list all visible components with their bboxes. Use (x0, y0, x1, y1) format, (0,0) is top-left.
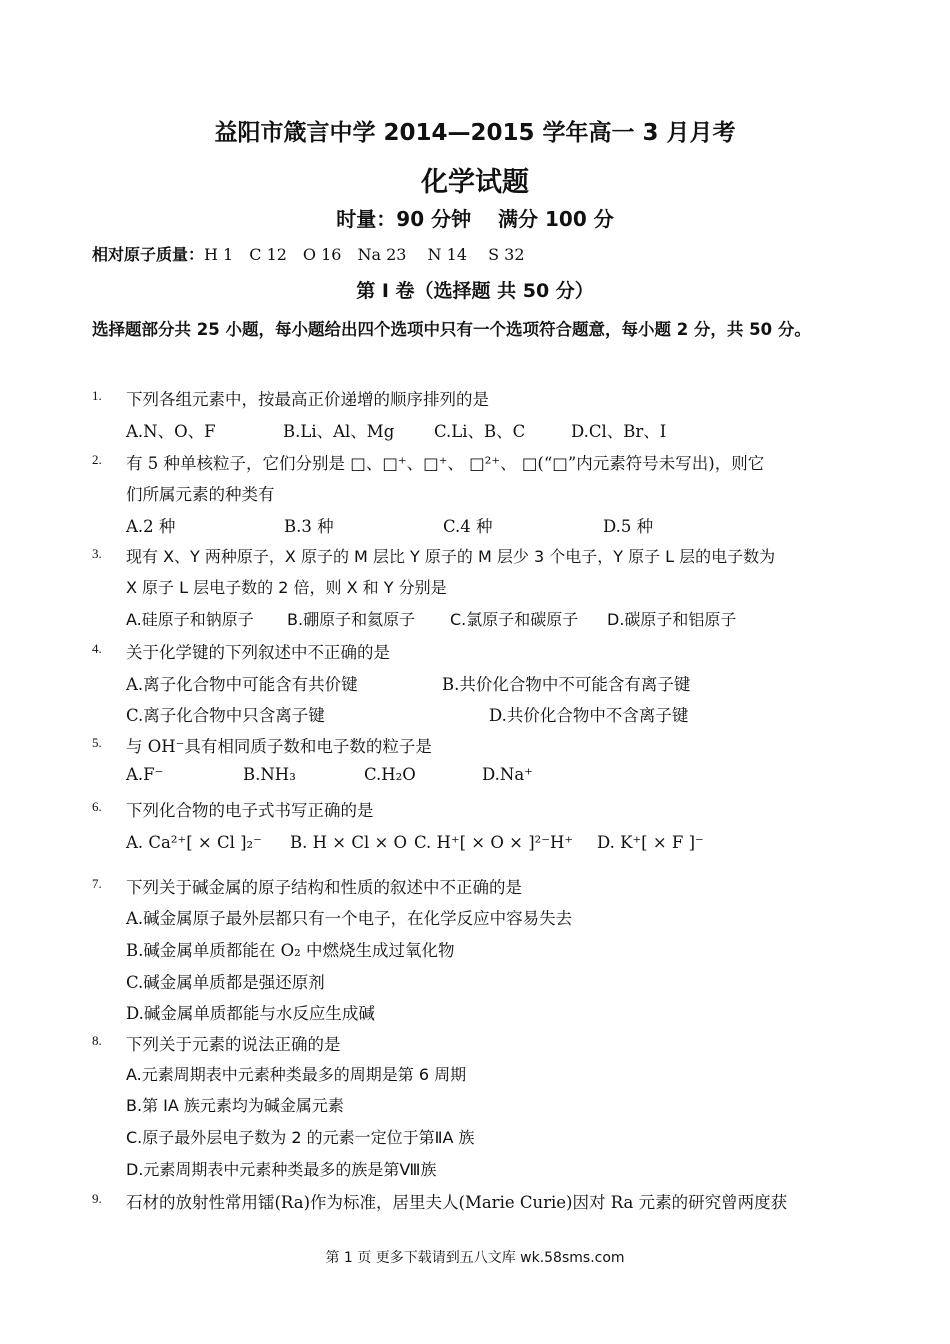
option-b: B.碱金属单质都能在 O₂ 中燃烧生成过氧化物 (126, 941, 455, 960)
question-stem: 现有 X、Y 两种原子，X 原子的 M 层比 Y 原子的 M 层少 3 个电子，Y 原子 L 层的电子数为 (126, 547, 776, 566)
option-c: C.H₂O (364, 765, 416, 784)
option-a: A. Ca²⁺[ × Cl ]₂⁻ (126, 833, 262, 852)
option-d: D.5 种 (603, 517, 654, 536)
option-c: C.4 种 (443, 517, 493, 536)
question-stem: 们所属元素的种类有 (126, 485, 275, 504)
question-number: 6. (92, 799, 102, 814)
question-stem: 下列关于碱金属的原子结构和性质的叙述中不正确的是 (126, 878, 522, 897)
section-instruction: 选择题部分共 25 小题，每小题给出四个选项中只有一个选项符合题意，每小题 2 分，共 50 分。 (92, 320, 811, 339)
question-stem: 有 5 种单核粒子，它们分别是 □、□⁺、□⁺、 □²⁺、 □(“□”内元素符号未写出)，则它 (126, 454, 765, 473)
option-d: D.Cl、Br、I (571, 422, 667, 441)
question-number: 4. (92, 641, 102, 656)
option-c: C.碱金属单质都是强还原剂 (126, 973, 325, 992)
question-number: 8. (92, 1033, 102, 1048)
option-b: B.3 种 (284, 517, 334, 536)
option-d: D.共价化合物中不含离子键 (489, 706, 689, 725)
option-d: D.Na⁺ (482, 765, 533, 784)
option-a: A.N、O、F (126, 422, 216, 441)
option-c: C.原子最外层电子数为 2 的元素一定位于第ⅡA 族 (126, 1128, 475, 1147)
option-d: D. K⁺[ × F ]⁻ (597, 833, 704, 852)
atomic-mass-label: 相对原子质量： (92, 245, 205, 264)
page-footer: 第 1 页 更多下载请到五八文库 wk.58sms.com (325, 1250, 625, 1266)
question-stem: X 原子 L 层电子数的 2 倍，则 X 和 Y 分别是 (126, 578, 447, 597)
option-a: A.硅原子和钠原子 (126, 610, 254, 629)
question-number: 3. (92, 546, 102, 561)
option-d: D.碳原子和铝原子 (607, 610, 737, 629)
option-d: D.元素周期表中元素种类最多的族是第Ⅷ族 (126, 1160, 437, 1179)
question-number: 9. (92, 1191, 102, 1206)
option-b: B.Li、Al、Mg (283, 422, 395, 441)
subject-title: 化学试题 (421, 167, 529, 198)
option-a: A.元素周期表中元素种类最多的周期是第 6 周期 (126, 1065, 467, 1084)
option-b: B.共价化合物中不可能含有离子键 (442, 675, 691, 694)
option-b: B.NH₃ (243, 765, 296, 784)
option-a: A.F⁻ (126, 765, 164, 784)
option-c: C. H⁺[ × O × ]²⁻H⁺ (414, 833, 574, 852)
section-title: 第 I 卷（选择题 共 50 分） (356, 280, 594, 302)
question-number: 2. (92, 452, 102, 467)
time-score: 时量：90 分钟 满分 100 分 (336, 207, 614, 231)
question-stem: 石材的放射性常用镭(Ra)作为标准，居里夫人(Marie Curie)因对 Ra 元素的研究曾两度获 (126, 1193, 788, 1212)
question-number: 5. (92, 735, 102, 750)
option-c: C.氯原子和碳原子 (450, 610, 579, 629)
exam-title: 益阳市箴言中学 2014—2015 学年高一 3 月月考 (214, 120, 736, 146)
atomic-mass-values: H 1 C 12 O 16 Na 23 N 14 S 32 (204, 245, 525, 264)
option-d: D.碱金属单质都能与水反应生成碱 (126, 1004, 375, 1023)
question-stem: 下列关于元素的说法正确的是 (126, 1035, 341, 1054)
question-number: 1. (92, 388, 102, 403)
option-a: A.碱金属原子最外层都只有一个电子，在化学反应中容易失去 (126, 909, 573, 928)
option-c: C.离子化合物中只含离子键 (126, 706, 325, 725)
question-stem: 关于化学键的下列叙述中不正确的是 (126, 643, 390, 662)
question-stem: 与 OH⁻具有相同质子数和电子数的粒子是 (126, 737, 432, 756)
option-a: A.离子化合物中可能含有共价键 (126, 675, 358, 694)
question-stem: 下列化合物的电子式书写正确的是 (126, 801, 374, 820)
option-b: B.第 IA 族元素均为碱金属元素 (126, 1096, 344, 1115)
question-stem: 下列各组元素中，按最高正价递增的顺序排列的是 (126, 390, 489, 409)
option-a: A.2 种 (126, 517, 176, 536)
question-number: 7. (92, 876, 102, 891)
option-b: B. H × Cl × O (290, 833, 408, 852)
option-c: C.Li、B、C (434, 422, 526, 441)
atomic-mass (92, 242, 525, 265)
option-b: B.硼原子和氦原子 (287, 610, 416, 629)
